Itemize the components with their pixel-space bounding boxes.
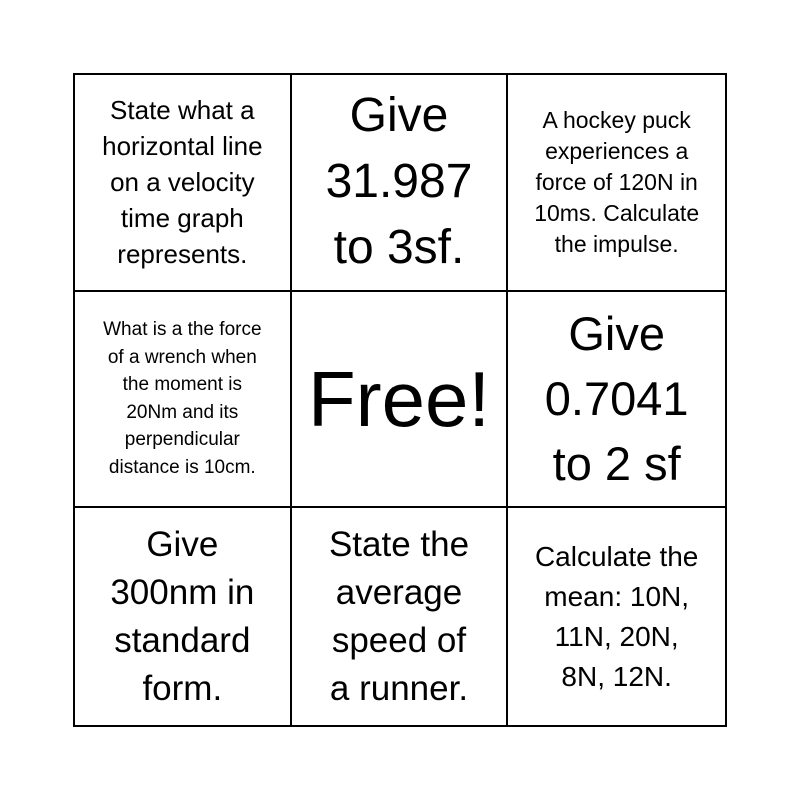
cell-text: State the average speed of a runner. bbox=[328, 524, 470, 708]
bingo-cell-r2-c3[interactable] bbox=[508, 292, 725, 509]
cell-text: A hockey puck experiences a force of 120N in 10ms. Calculate the impulse. bbox=[534, 106, 700, 257]
bingo-cell-r1-c3[interactable] bbox=[508, 75, 725, 292]
bingo-cell-r1-c1[interactable] bbox=[75, 75, 292, 292]
bingo-card bbox=[73, 73, 727, 727]
cell-text: Give 300nm in standard form. bbox=[110, 524, 255, 708]
cell-text: Calculate the mean: 10N, 11N, 20N, 8N, 12N. bbox=[534, 540, 699, 692]
cell-text: Give 31.987 to 3sf. bbox=[325, 89, 473, 275]
cell-text: What is a the force of a wrench when the moment is 20Nm and its perpendicular distance is 10cm. bbox=[103, 319, 262, 478]
bingo-cell-r3-c1[interactable] bbox=[75, 508, 292, 725]
bingo-cell-free[interactable] bbox=[292, 292, 509, 509]
bingo-cell-r3-c2[interactable] bbox=[292, 508, 509, 725]
bingo-cell-r3-c3[interactable] bbox=[508, 508, 725, 725]
bingo-cell-r2-c1[interactable] bbox=[75, 292, 292, 509]
bingo-cell-r1-c2[interactable] bbox=[292, 75, 509, 292]
free-space-text: Free! bbox=[307, 354, 491, 443]
cell-text: State what a horizontal line on a velocity time graph represents. bbox=[102, 95, 263, 270]
cell-text: Give 0.7041 to 2 sf bbox=[544, 307, 689, 491]
